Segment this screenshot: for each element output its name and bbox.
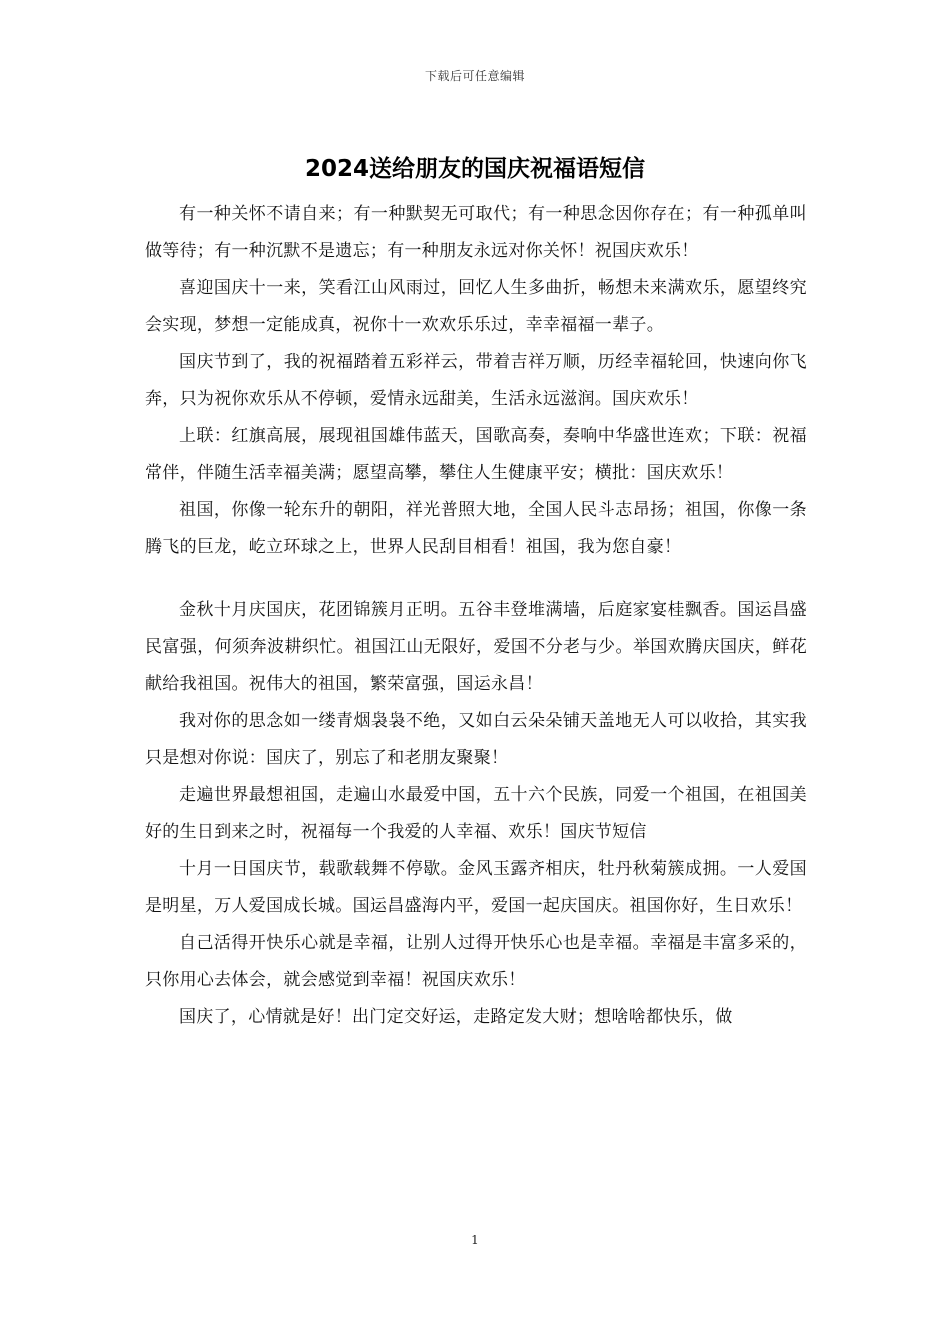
paragraph-10: 自己活得开快乐心就是幸福，让别人过得开快乐心也是幸福。幸福是丰富多采的，只你用心去体会，就会感觉到幸福！祝国庆欢乐！ — [145, 933, 807, 990]
paragraph-7: 我对你的思念如一缕青烟袅袅不绝，又如白云朵朵铺天盖地无人可以收拾，其实我只是想对你说：国庆了，别忘了和老朋友聚聚！ — [145, 711, 807, 768]
paragraph-8: 走遍世界最想祖国，走遍山水最爱中国，五十六个民族，同爱一个祖国，在祖国美好的生日到来之时，祝福每一个我爱的人幸福、欢乐！国庆节短信 — [145, 785, 807, 842]
paragraph-2: 喜迎国庆十一来，笑看江山风雨过，回忆人生多曲折，畅想未来满欢乐，愿望终究会实现，梦想一定能成真，祝你十一欢欢乐乐过，幸幸福福一辈子。 — [145, 278, 807, 335]
paragraph-4: 上联：红旗高展，展现祖国雄伟蓝天，国歌高奏，奏响中华盛世连欢；下联：祝福常伴，伴随生活幸福美满；愿望高攀，攀住人生健康平安；横批：国庆欢乐！ — [145, 426, 807, 483]
paragraph-3: 国庆节到了，我的祝福踏着五彩祥云，带着吉祥万顺，历经幸福轮回，快速向你飞奔，只为祝你欢乐从不停顿，爱情永远甜美，生活永远滋润。国庆欢乐！ — [145, 352, 807, 409]
paragraph-5: 祖国，你像一轮东升的朝阳，祥光普照大地，全国人民斗志昂扬；祖国，你像一条腾飞的巨龙，屹立环球之上，世界人民刮目相看！祖国，我为您自豪！ — [145, 500, 807, 557]
page-number: 1 — [471, 1233, 479, 1247]
document-title: 2024送给朋友的国庆祝福语短信 — [304, 156, 645, 182]
paragraph-9: 十月一日国庆节，载歌载舞不停歇。金风玉露齐相庆，牡丹秋菊簇成拥。一人爱国是明星，万人爱国成长城。国运昌盛海内平，爱国一起庆国庆。祖国你好，生日欢乐！ — [145, 859, 807, 916]
paragraph-1: 有一种关怀不请自来；有一种默契无可取代；有一种思念因你存在；有一种孤单叫做等待；有一种沉默不是遗忘；有一种朋友永远对你关怀！祝国庆欢乐！ — [145, 204, 807, 261]
document-body — [145, 196, 807, 1036]
paragraph-6: 金秋十月庆国庆，花团锦簇月正明。五谷丰登堆满墙，后庭家宴桂飘香。国运昌盛民富强，何须奔波耕织忙。祖国江山无限好，爱国不分老与少。举国欢腾庆国庆，鲜花献给我祖国。祝伟大的祖国，繁荣富强，国运永昌！ — [145, 600, 807, 694]
paragraph-11: 国庆了，心情就是好！出门定交好运，走路定发大财；想啥啥都快乐，做 — [179, 1007, 733, 1027]
header-note: 下载后可任意编辑 — [424, 69, 525, 83]
